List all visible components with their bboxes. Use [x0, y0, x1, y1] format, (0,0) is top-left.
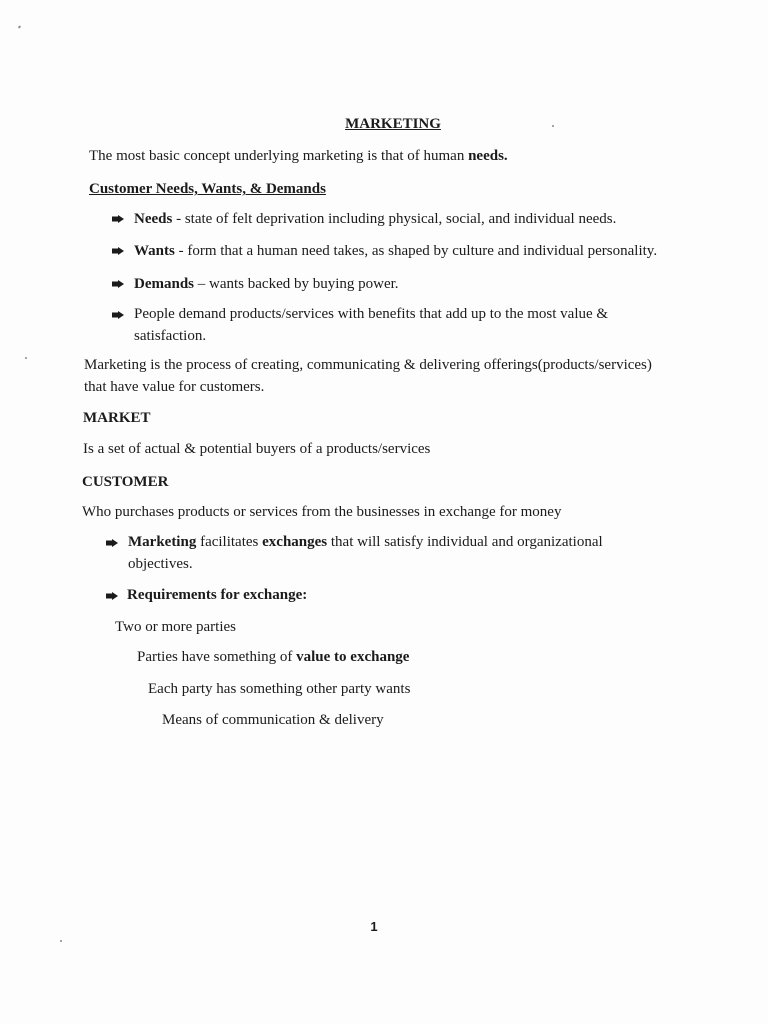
right-arrow-bullet-icon — [112, 247, 124, 255]
right-arrow-bullet-icon — [112, 311, 124, 319]
list-item-marketing-exchanges-line2: objectives. — [128, 556, 193, 572]
intro-text: The most basic concept underlying marketing is that of human — [89, 148, 469, 164]
scan-mark — [25, 357, 27, 359]
section-heading-needs-wants-demands: Customer Needs, Wants, & Demands — [89, 181, 326, 197]
marketing-definition-line1: Marketing is the process of creating, communicating & delivering offerings(products/services) — [84, 357, 652, 373]
requirement-item — [148, 679, 410, 699]
right-arrow-bullet-icon — [106, 592, 118, 600]
scan-mark — [18, 25, 21, 29]
term-needs: Needs — [134, 211, 173, 227]
term-wants: Wants — [134, 243, 175, 259]
market-heading: MARKET — [83, 410, 151, 426]
list-item-people-demand-line1: People demand products/services with benefits that add up to the most value & — [134, 306, 609, 322]
definition-needs: - state of felt deprivation including physical, social, and individual needs. — [172, 211, 617, 227]
marketing-definition-line2: that have value for customers. — [84, 379, 265, 395]
definition-wants: - form that a human need takes, as shaped by culture and individual personality. — [174, 243, 658, 259]
requirement-text: Parties have something of — [137, 649, 297, 665]
list-item-marketing-exchanges — [128, 532, 603, 552]
requirement-text: Means of communication & delivery — [162, 712, 384, 728]
requirement-text: Each party has something other party wants — [148, 681, 411, 697]
page-number: 1 — [370, 919, 378, 934]
term-exchanges: exchanges — [262, 534, 328, 550]
market-definition: Is a set of actual & potential buyers of a products/services — [83, 441, 431, 457]
requirement-item — [115, 617, 236, 637]
list-item-wants — [134, 241, 657, 261]
right-arrow-bullet-icon — [106, 539, 118, 547]
requirements-heading: Requirements for exchange: — [127, 587, 308, 603]
right-arrow-bullet-icon — [112, 215, 124, 223]
definition-demands: – wants backed by buying power. — [194, 276, 399, 292]
customer-definition: Who purchases products or services from the businesses in exchange for money — [82, 504, 562, 520]
requirement-text: Two or more parties — [115, 619, 236, 635]
requirement-bold: value to exchange — [296, 649, 410, 665]
requirement-item — [137, 647, 409, 667]
intro-bold: needs. — [468, 148, 508, 164]
list-item-needs — [134, 209, 616, 229]
marketing-mid: facilitates — [196, 534, 263, 550]
right-arrow-bullet-icon — [112, 280, 124, 288]
list-item-people-demand-line2: satisfaction. — [134, 328, 207, 344]
requirement-item — [162, 710, 384, 730]
list-item-demands — [134, 274, 399, 294]
marketing-tail: that will satisfy individual and organizational — [327, 534, 603, 550]
page-title: MARKETING — [345, 116, 441, 132]
customer-heading: CUSTOMER — [82, 474, 169, 490]
scan-mark — [60, 940, 62, 942]
term-demands: Demands — [134, 276, 195, 292]
intro-paragraph — [89, 146, 508, 166]
term-marketing: Marketing — [128, 534, 197, 550]
